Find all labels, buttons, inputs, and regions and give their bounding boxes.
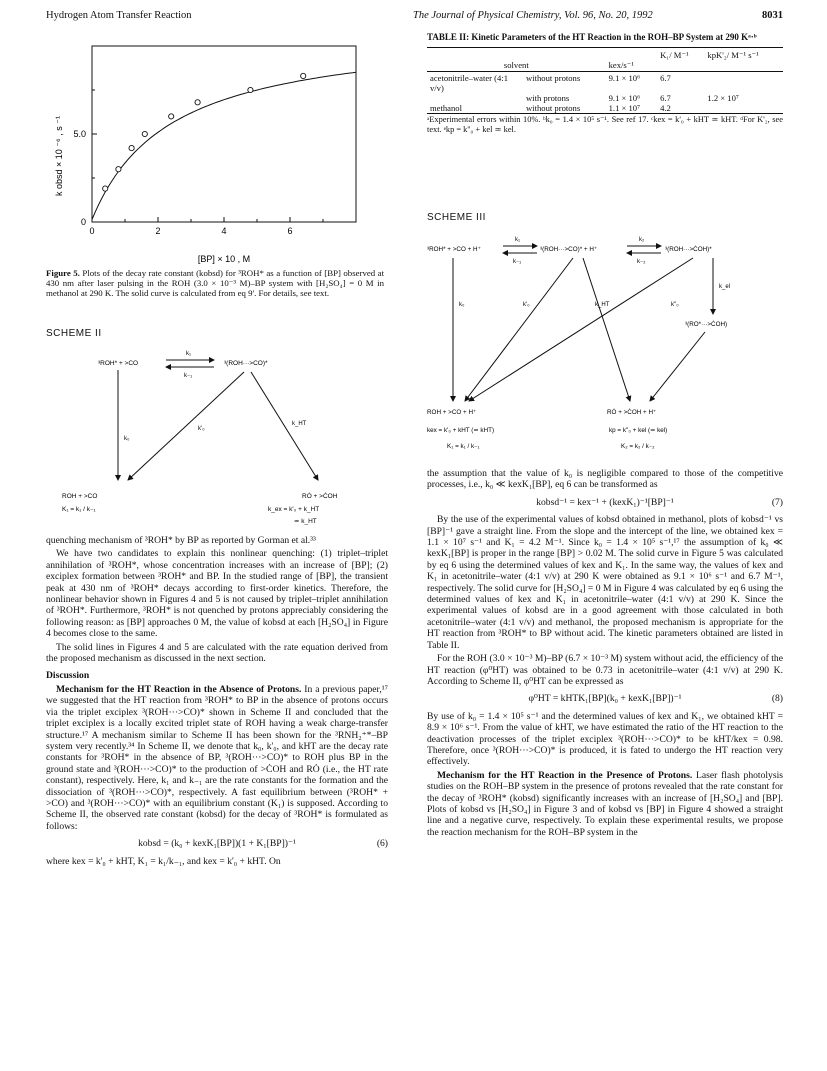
scheme-3 (425, 226, 787, 456)
scheme-3-K1-relation: K₁ = k₁ / k₋₁ (447, 443, 480, 450)
scheme-3-products-right: RȮ + >ĊOH + H⁺ (607, 409, 657, 416)
figure-5-plot (44, 36, 384, 266)
paragraph: quenching mechanism of ³ROH* by BP as reported by Gorman et al.³³ (46, 535, 316, 546)
scheme-3-title: SCHEME III (427, 212, 486, 223)
scheme-3-k0pp: k''₀ (671, 302, 679, 308)
figure-5-axes (92, 46, 356, 222)
x-tick-label: 6 (287, 226, 293, 236)
scheme-2-k1: k₁ (186, 351, 192, 357)
scheme-3-k1: k₁ (515, 237, 521, 243)
data-point (169, 114, 174, 119)
scheme-3-k0: k₀ (459, 302, 465, 308)
table-2-header-kex: kex/s⁻¹ (608, 59, 634, 70)
running-head-left: Hydrogen Atom Transfer Reaction (46, 10, 192, 21)
page-number: 8031 (762, 10, 783, 21)
table-row: with protons 9.1 × 10⁶ 6.7 1.2 × 10⁷ (526, 92, 739, 103)
running-head-journal: The Journal of Physical Chemistry, Vol. 96, No. 20, 1992 (413, 10, 653, 21)
table-2-header-kp: kpK'₂/ M⁻¹ s⁻¹ (707, 49, 759, 60)
scheme-3-kp-relation: kp = k''₀ + kel (≃ kel) (609, 427, 668, 434)
x-tick-label: 2 (155, 226, 161, 236)
scheme-2-products-right: RȮ + >ĊOH (302, 493, 338, 500)
figure-5-ticks (73, 90, 323, 236)
scheme-2-reactants: ³ROH* + >CO (98, 360, 139, 367)
scheme-3-km2: k₋₂ (637, 259, 646, 265)
left-column-text (46, 535, 388, 869)
figure-5-caption (46, 268, 384, 299)
scheme-3-km1: k₋₁ (513, 259, 522, 265)
equation-8: φ⁰HT = kHTK₁[BP](k₀ + kexK₁[BP])⁻¹ (8) (528, 693, 783, 705)
paragraph: We have two candidates to explain this nonlinear quenching: (1) triplet–triplet annihilation of ³ROH*, whose concentration increases with an increase of [BP]; (2) exciplex formation between ³ROH* and BP. In the studied range of [BP], the transient peak at 430 nm of ³ROH* decays according to first-order kinetics. Therefore, the nonlinear behavior shown in Figures 4 and 5 is not caused by triplet–triplet annihilation of ³ROH*. Furthermore, ³ROH* is not quenched by protons appreciably considering the following reason: as [BP] approaches 0 M, the value of kobsd at each [H₂SO₄] in Figure 4 becomes close to the same. (46, 548, 388, 640)
figure-5-x-axis-label: [BP] × 10 , M (197, 254, 251, 264)
subsection-heading: Mechanism for the HT Reaction in the Absence of Protons. (56, 683, 302, 695)
scheme-3-kex-relation: kex = k'₀ + kHT (≃ kHT) (427, 427, 495, 434)
paragraph: For the ROH (3.0 × 10⁻³ M)–BP (6.7 × 10⁻³ M) system without acid, the efficiency of the HT reaction (φ⁰HT) was obtained to be 0.73 in acetonitrile–water (4:1 v/v) at 290 K. According to Scheme II, φ⁰HT can be expressed as (427, 653, 783, 687)
scheme-2 (46, 340, 386, 525)
right-column-text (427, 468, 783, 840)
scheme-3-exciplex: ³(ROH···>CO)* + H⁺ (540, 246, 598, 253)
scheme-2-km1: k₋₁ (184, 373, 193, 379)
scheme-3-kHT: k_HT (595, 302, 610, 308)
data-point (195, 100, 200, 105)
scheme-3-radical-pair: ³(RO*···>ĊOH) (685, 321, 728, 328)
scheme-3-K2-relation: K₂ = k₂ / k₋₂ (621, 443, 655, 450)
figure-5-caption-text: Plots of the decay rate constant (kobsd) for ³ROH* as a function of [BP] observed at 430 nm after laser pulsing in the ROH (3.0 × 10⁻³ M)–BP system with [H₂SO₄] = 0 M in methanol at 290 K. The solid curve is calculated from eq 9'. For details, see text. (46, 268, 385, 299)
x-tick-label: 0 (89, 226, 95, 236)
scheme-2-kex-relation: k_ex = k'₀ + k_HT (268, 506, 320, 513)
subsection-heading: Mechanism for the HT Reaction in the Presence of Protons. (437, 769, 693, 781)
scheme-3-reactants: ³ROH* + >CO + H⁺ (427, 246, 481, 253)
figure-5 (44, 36, 384, 266)
table-2-header-solvent: solvent (503, 59, 529, 70)
figure-5-caption-label: Figure 5. (46, 268, 80, 278)
scheme-3-kel: k_el (719, 284, 731, 290)
table-2-title: TABLE II: Kinetic Parameters of the HT Reaction in the ROH–BP System at 290 Kᵃ·ᵇ (427, 32, 757, 42)
scheme-2-exciplex: ³(ROH···>CO)* (224, 360, 268, 367)
paragraph: By the use of the experimental values of kobsd obtained in methanol, plots of kobsd⁻¹ vs [BP]⁻¹ gave a straight line. From the slope and the intercept of the line, we obtained kex = 1.1 × 10⁷ s⁻¹ and K₁ = 4.2 M⁻¹. Since k₀ = 1.4 × 10⁵ s⁻¹,¹⁷ the assumption of k₀ ≪ kexK₁[BP] is proper in the range [BP] > 0.02 M. The solid curve in Figure 5 was calculated by eq 6 using the determined values of kex and K₁. In the same way, the values of kex and K₁ in acetonitrile–water (4:1 v/v) at 290 K were obtained as 9.1 × 10⁶ s⁻¹ and 6.7 M⁻¹, respectively. The solid curve for [H₂SO₄] = 0 M in Figure 4 was calculated by eq 6 using the determined values of kex and K₁ in acetonitrile–water (4:1 v/v) at 290 K. Since the experimental values of kobsd are in a good agreement with those calculated in both acetonitrile–water (4:1 v/v) and methanol, the proposed mechanism is appropriate for the HT reaction from ³ROH* to BP without acid. The kinetic parameters obtained are listed in Table II. (427, 514, 783, 651)
data-point (103, 186, 108, 191)
paragraph: the assumption that the value of k₀ is negligible compared to those of the competitive processes, i.e., k₀ ≪ kexK₁[BP], eq 6 can be transformed as (427, 468, 783, 491)
paragraph: In a previous paper,¹⁷ we suggested that the HT reaction from ³ROH* to BP in the absence of protons occurs via the triplet exciplex ³(ROH···>CO)* shown in Scheme II and concluded that the triplet exciplex is a locally excited triplet state of ROH having a weak charge-transfer structure.¹⁷ A mechanism similar to Scheme II has been shown for the ³RNH₂⁺*–BP system very recently.³⁴ In Scheme II, we denote that k₀, k'₀, and kHT are the decay rate constants for ³ROH* in the absence of BP, ³(ROH···>CO)* to ROH plus BP in the ground state and ³(ROH···>CO)* to the production of >ĊOH and RȮ (i.e., the HT rate constant), respectively. Here, k₁ and k₋₁ are the rate constants for the formation and the dissociation of ³(ROH···>CO)*, respectively. A fast equilibrium between (³ROH* + >CO) and ³(ROH···>CO)* with an equilibrium constant (K₁) is supposed. According to Scheme II, the observed rate constant (kobsd) for the decay of ³ROH* is formulated as follows: (46, 683, 388, 832)
scheme-3-k0p: k'₀ (523, 302, 530, 308)
table-2 (427, 32, 783, 135)
scheme-2-title: SCHEME II (46, 328, 102, 339)
scheme-3-products-left: ROH + >CO + H⁺ (427, 409, 477, 416)
figure-5-y-axis-label: k obsd × 10 ⁻⁶ , s ⁻¹ (54, 116, 64, 196)
scheme-2-k0p: k'₀ (198, 426, 205, 432)
table-2-footnote: ᵃExperimental errors within 10%. ᵇk₀ = 1.4 × 10⁵ s⁻¹. See ref 17. ᶜkex = k'₀ + kHT ≃ kHT. ᵈFor K'₂, see text. ᵉkp = k''₀ + kel ≃ kel. (427, 114, 783, 134)
paragraph: where kex = k'₀ + kHT, K₁ = k₁/k₋₁, and kex = k'₀ + kHT. On (46, 855, 281, 867)
table-row: methanol without protons 1.1 × 10⁷ 4.2 (430, 102, 671, 113)
equation-6: kobsd = (k₀ + kexK₁[BP])(1 + K₁[BP])⁻¹ (6) (138, 838, 388, 850)
data-point (129, 145, 134, 150)
figure-5-points (103, 73, 306, 191)
scheme-2-approx: ≃ k_HT (294, 518, 317, 525)
section-heading-discussion: Discussion (46, 670, 90, 682)
data-point (301, 73, 306, 78)
y-tick-label: 5.0 (73, 129, 86, 139)
plot-frame (92, 46, 356, 222)
data-point (116, 167, 121, 172)
paragraph: Laser flash photolysis studies on the ROH–BP system in the presence of protons revealed that the rate constant for the decay of ³ROH* (kobsd) significantly increases with an increase of [H₂SO₄] and [BP]. Plots of kobsd vs [H₂SO₄] in Figure 3 and of kobsd vs [BP] in Figure 4 showed a straight line and a negative curve, respectively. To explain these experimental results, we propose the reaction mechanism for the ROH–BP system in the (427, 769, 783, 838)
table-2-header-K1: K₁/ M⁻¹ (660, 49, 689, 60)
data-point (248, 87, 253, 92)
scheme-3-k2: k₂ (639, 237, 645, 243)
scheme-2-K1-relation: K₁ = k₁ / k₋₁ (62, 506, 96, 513)
scheme-2-k0: k₀ (124, 436, 130, 442)
scheme-2-kHT: k_HT (292, 421, 307, 427)
table-row: acetonitrile–water (4:1 v/v) without protons 9.1 × 10⁶ 6.7 (430, 72, 671, 93)
data-point (142, 131, 147, 136)
scheme-3-protonated-exciplex: ³(ROH···>ĊOH)* (665, 246, 712, 253)
paragraph: The solid lines in Figures 4 and 5 are calculated with the rate equation derived from the proposed mechanism as discussed in the next section. (46, 641, 388, 665)
equation-7: kobsd⁻¹ = kex⁻¹ + (kexK₁)⁻¹[BP]⁻¹ (7) (536, 496, 783, 508)
paragraph: By use of k₀ = 1.4 × 10⁵ s⁻¹ and the determined values of kex and K₁, we obtained kHT = 8.9 × 10⁶ s⁻¹. From the value of kHT, we have estimated the ratio of the HT reaction to the deactivation processes of the triplet exciplex ³(ROH···>CO)* to be kHT/kex = 0.98. Therefore, once ³(ROH···>CO)* is produced, it is fated to undergo the HT reaction very effectively. (427, 710, 783, 768)
x-tick-label: 4 (221, 226, 227, 236)
scheme-2-products-left: ROH + >CO (62, 493, 98, 500)
y-tick-label: 0 (80, 217, 86, 227)
